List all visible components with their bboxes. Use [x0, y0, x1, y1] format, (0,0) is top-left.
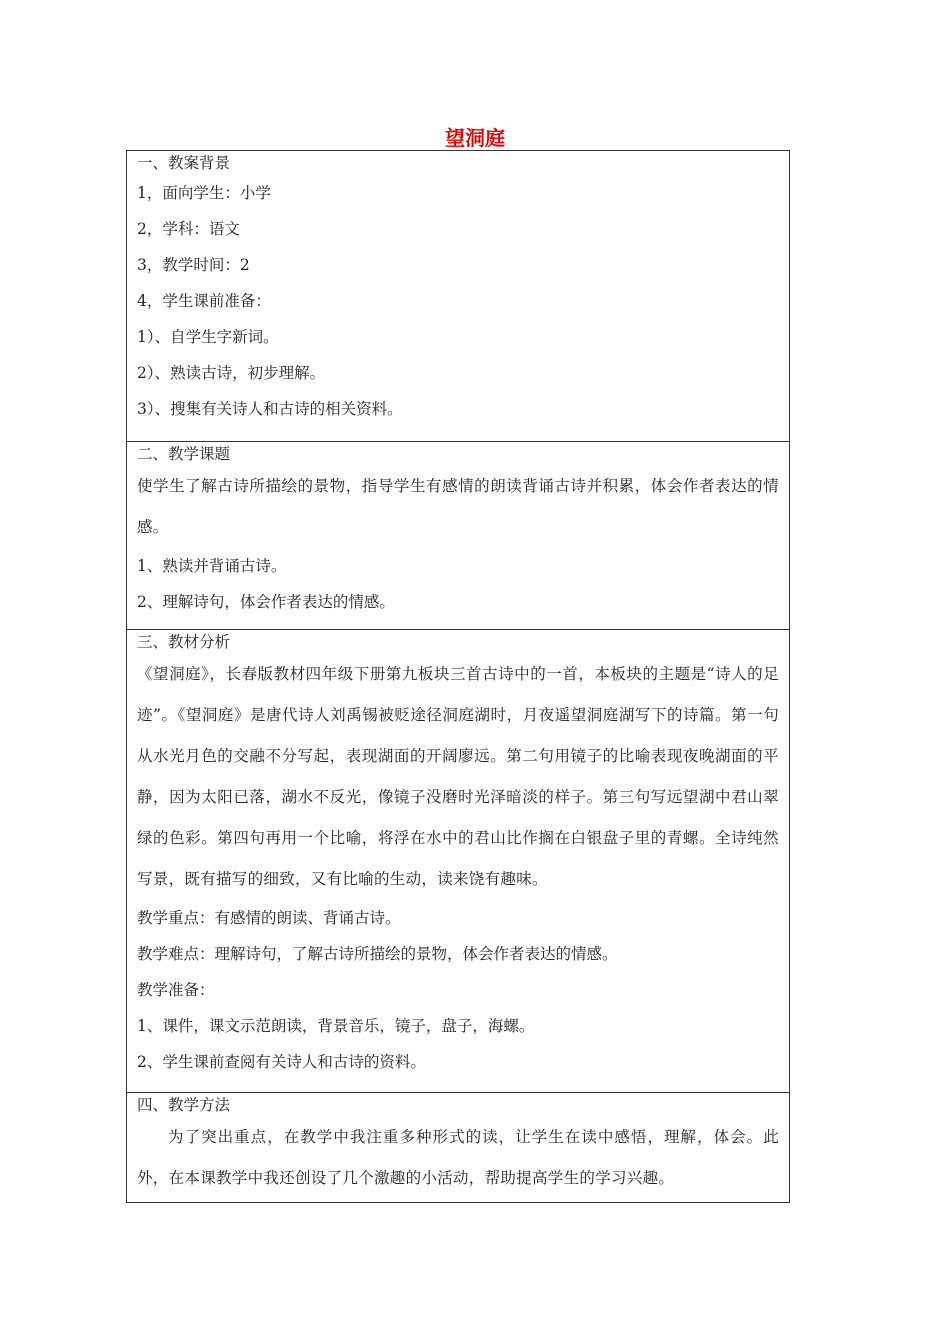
section-background [127, 151, 789, 441]
list-item: 1、课件，课文示范朗读，背景音乐，镜子，盘子，海螺。 [137, 1017, 535, 1035]
section-teaching-method [127, 1092, 789, 1202]
list-item: 2，学科：语文 [137, 220, 240, 238]
list-item: 4，学生课前准备： [137, 292, 271, 310]
list-item: 2）、熟读古诗，初步理解。 [137, 364, 326, 382]
list-item: 2、理解诗句，体会作者表达的情感。 [137, 593, 395, 611]
list-item: 1、熟读并背诵古诗。 [137, 557, 287, 575]
section-material-analysis [127, 629, 789, 1092]
list-item: 1）、自学生字新词。 [137, 328, 279, 346]
section-heading: 三、教材分析 [137, 633, 231, 651]
paragraph: 为了突出重点，在教学中我注重多种形式的读，让学生在读中感悟，理解，体会。此外，在本课教学中我还创设了几个激趣的小活动，帮助提高学生的学习兴趣。 [137, 1128, 779, 1187]
paragraph: 使学生了解古诗所描绘的景物，指导学生有感情的朗读背诵古诗并积累，体会作者表达的情感。 [137, 477, 779, 536]
page-title: 望洞庭 [445, 126, 505, 150]
list-item: 教学准备： [137, 981, 215, 999]
paragraph: 《望洞庭》，长春版教材四年级下册第九板块三首古诗中的一首，本板块的主题是“诗人的足迹”。《望洞庭》是唐代诗人刘禹锡被贬途径洞庭湖时，月夜遥望洞庭湖写下的诗篇。第一句从水光月色的交融不分写起，表现湖面的开阔廖远。第二句用镜子的比喻表现夜晚湖面的平静，因为太阳已落，湖水不反光，像镜子没磨时光泽暗淡的样子。第三句写远望湖中君山翠绿的色彩。第四句再用一个比喻，将浮在水中的君山比作搁在白银盘子里的青螺。全诗纯然写景，既有描写的细致，又有比喻的生动，读来饶有趣味。 [137, 665, 779, 888]
list-item: 1，面向学生：小学 [137, 184, 271, 202]
list-item: 2、学生课前查阅有关诗人和古诗的资料。 [137, 1053, 426, 1071]
section-topic [127, 441, 789, 629]
list-item: 教学难点：理解诗句，了解古诗所描绘的景物，体会作者表达的情感。 [137, 945, 618, 963]
section-heading: 二、教学课题 [137, 445, 231, 463]
list-item: 3，教学时间：2 [137, 256, 250, 274]
section-heading: 一、教案背景 [137, 154, 231, 172]
section-heading: 四、教学方法 [137, 1096, 231, 1114]
list-item: 3）、搜集有关诗人和古诗的相关资料。 [137, 400, 403, 418]
list-item: 教学重点：有感情的朗读、背诵古诗。 [137, 909, 401, 927]
lesson-plan-table [126, 150, 790, 1203]
